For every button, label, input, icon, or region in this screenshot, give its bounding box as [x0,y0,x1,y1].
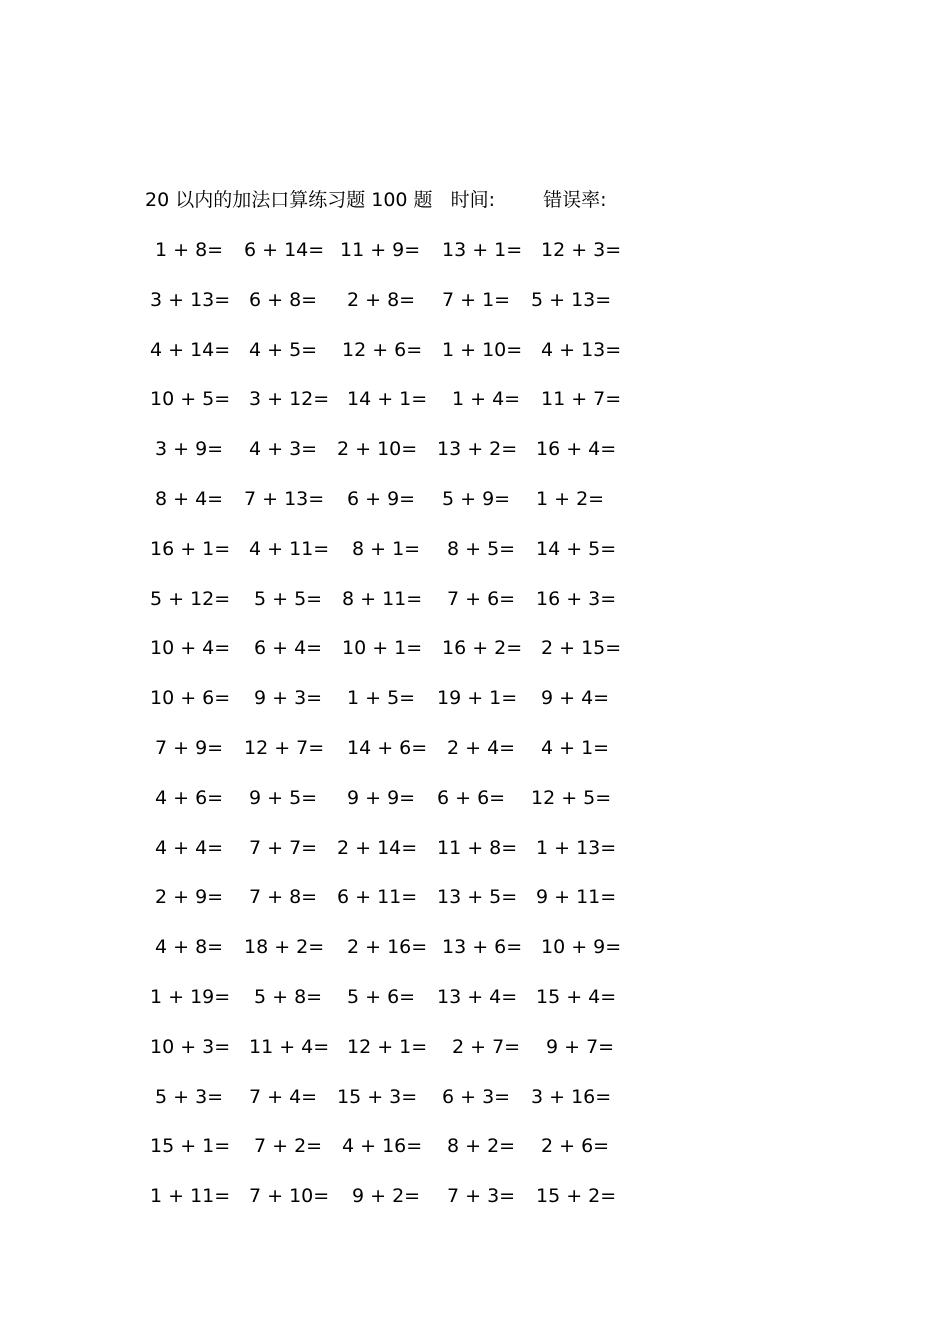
addition-problem: 16 + 3= [536,587,617,610]
addition-problem: 11 + 9= [340,239,421,261]
addition-problem: 4 + 16= [342,1135,423,1158]
problem-row [145,983,625,1033]
addition-problem: 9 + 7= [546,1035,615,1058]
addition-problem: 6 + 9= [347,487,416,510]
addition-problem: 2 + 16= [347,936,428,959]
time-label: 时间: [450,189,496,211]
addition-problem: 8 + 4= [155,487,224,510]
addition-problem: 7 + 4= [249,1085,318,1108]
addition-problem: 2 + 14= [337,836,418,859]
addition-problem: 4 + 14= [150,338,231,361]
problem-row [145,485,625,535]
addition-problem: 16 + 1= [150,537,231,560]
addition-problem: 12 + 7= [244,736,325,759]
addition-problem: 10 + 6= [150,687,231,710]
problem-row [145,1083,625,1133]
problem-row [145,385,625,435]
addition-problem: 6 + 11= [337,886,418,909]
addition-problem: 13 + 6= [442,936,523,959]
problem-row [145,834,625,884]
addition-problem: 9 + 3= [254,687,323,710]
addition-problem: 15 + 2= [536,1185,617,1208]
addition-problem: 7 + 3= [447,1185,516,1208]
addition-problem: 1 + 13= [536,836,617,859]
addition-problem: 12 + 1= [347,1035,428,1058]
problem-row [145,585,625,635]
addition-problem: 13 + 4= [437,985,518,1008]
addition-problem: 1 + 8= [155,239,224,261]
addition-problem: 12 + 3= [541,239,622,261]
addition-problem: 7 + 13= [244,487,325,510]
addition-problem: 9 + 4= [541,687,610,710]
addition-problem: 2 + 6= [541,1135,610,1158]
addition-problem: 14 + 6= [347,736,428,759]
problem-row [145,1182,625,1232]
problem-row [145,784,625,834]
worksheet-header [145,186,606,214]
addition-problem: 9 + 9= [347,786,416,809]
addition-problem: 14 + 5= [536,537,617,560]
addition-problem: 2 + 8= [347,288,416,311]
worksheet-title: 20 以内的加法口算练习题 100 题 [145,189,433,211]
addition-problem: 18 + 2= [244,936,325,959]
addition-problem: 7 + 6= [447,587,516,610]
addition-problem: 2 + 10= [337,438,418,461]
problem-row [145,286,625,336]
addition-problem: 11 + 4= [249,1035,330,1058]
addition-problem: 2 + 15= [541,637,622,660]
addition-problem: 7 + 2= [254,1135,323,1158]
addition-problem: 8 + 2= [447,1135,516,1158]
addition-problem: 5 + 9= [442,487,511,510]
problem-row [145,236,625,286]
addition-problem: 8 + 1= [352,537,421,560]
addition-problem: 9 + 5= [249,786,318,809]
addition-problem: 7 + 9= [155,736,224,759]
addition-problem: 3 + 16= [531,1085,612,1108]
addition-problem: 10 + 3= [150,1035,231,1058]
problem-row [145,435,625,485]
addition-problem: 6 + 6= [437,786,506,809]
addition-problem: 13 + 2= [437,438,518,461]
addition-problem: 16 + 2= [442,637,523,660]
addition-problem: 4 + 13= [541,338,622,361]
problem-row [145,883,625,933]
addition-problem: 1 + 11= [150,1185,231,1208]
addition-problem: 9 + 2= [352,1185,421,1208]
addition-problem: 2 + 7= [452,1035,521,1058]
addition-problem: 6 + 8= [249,288,318,311]
addition-problem: 8 + 5= [447,537,516,560]
addition-problem: 6 + 3= [442,1085,511,1108]
addition-problem: 4 + 3= [249,438,318,461]
addition-problem: 3 + 13= [150,288,231,311]
addition-problem: 11 + 8= [437,836,518,859]
addition-problem: 13 + 1= [442,239,523,261]
addition-problem: 5 + 12= [150,587,231,610]
addition-problem: 15 + 4= [536,985,617,1008]
addition-problem: 4 + 8= [155,936,224,959]
addition-problem: 7 + 7= [249,836,318,859]
addition-problem: 3 + 9= [155,438,224,461]
addition-problem: 10 + 5= [150,388,231,411]
addition-problem: 15 + 1= [150,1135,231,1158]
addition-problem: 7 + 8= [249,886,318,909]
addition-problem: 1 + 2= [536,487,605,510]
addition-problem: 2 + 9= [155,886,224,909]
addition-problem: 4 + 11= [249,537,330,560]
addition-problem: 12 + 6= [342,338,423,361]
addition-problem: 1 + 10= [442,338,523,361]
addition-problem: 4 + 5= [249,338,318,361]
addition-problem: 9 + 11= [536,886,617,909]
addition-problem: 10 + 9= [541,936,622,959]
addition-problem: 7 + 10= [249,1185,330,1208]
addition-problem: 19 + 1= [437,687,518,710]
problem-row [145,535,625,585]
addition-problem: 4 + 1= [541,736,610,759]
addition-problem: 13 + 5= [437,886,518,909]
addition-problem: 1 + 4= [452,388,521,411]
problem-row [145,684,625,734]
addition-problem: 3 + 12= [249,388,330,411]
addition-problem: 4 + 6= [155,786,224,809]
problem-row [145,734,625,784]
problem-row [145,634,625,684]
addition-problem: 5 + 13= [531,288,612,311]
addition-problem: 7 + 1= [442,288,511,311]
problem-grid [145,236,625,1232]
addition-problem: 5 + 8= [254,985,323,1008]
addition-problem: 14 + 1= [347,388,428,411]
addition-problem: 10 + 4= [150,637,231,660]
addition-problem: 6 + 14= [244,239,325,261]
error-rate-label: 错误率: [543,189,607,211]
addition-problem: 15 + 3= [337,1085,418,1108]
addition-problem: 6 + 4= [254,637,323,660]
addition-problem: 5 + 6= [347,985,416,1008]
addition-problem: 1 + 5= [347,687,416,710]
addition-problem: 16 + 4= [536,438,617,461]
addition-problem: 12 + 5= [531,786,612,809]
problem-row [145,336,625,386]
addition-problem: 11 + 7= [541,388,622,411]
problem-row [145,933,625,983]
addition-problem: 8 + 11= [342,587,423,610]
problem-row [145,1132,625,1182]
addition-problem: 4 + 4= [155,836,224,859]
problem-row [145,1033,625,1083]
addition-problem: 5 + 3= [155,1085,224,1108]
addition-problem: 2 + 4= [447,736,516,759]
addition-problem: 1 + 19= [150,985,231,1008]
addition-problem: 5 + 5= [254,587,323,610]
addition-problem: 10 + 1= [342,637,423,660]
